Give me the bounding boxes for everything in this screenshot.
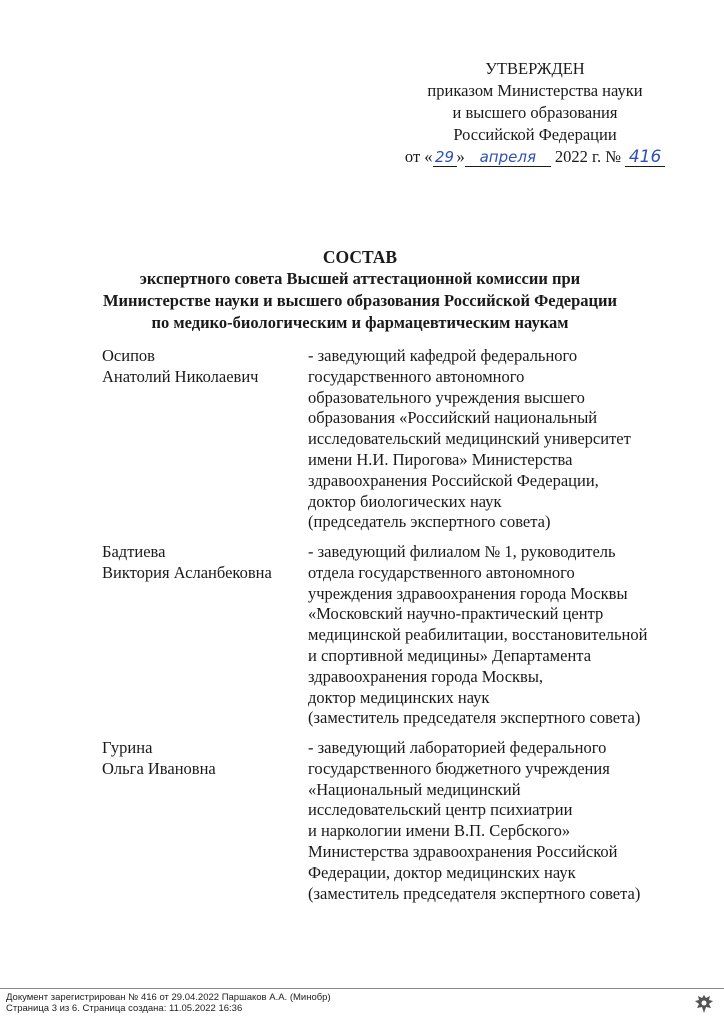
- date-prefix: от «: [404, 147, 433, 166]
- member-description: [308, 346, 672, 533]
- member-description: [308, 542, 672, 729]
- member-description-line: образования «Российский национальный: [308, 408, 598, 428]
- member-description-line: имени Н.И. Пирогова» Министерства: [308, 449, 573, 469]
- member-description-line: «Московский научно-практический центр: [308, 604, 604, 624]
- date-month-handwritten: апреля: [465, 148, 551, 167]
- heading-line-2: Министерстве науки и высшего образования Российской Федерации: [102, 291, 618, 310]
- order-number-handwritten: 416: [625, 148, 665, 167]
- member-description-line: Федерации, доктор медицинских наук: [308, 862, 576, 882]
- member-description-line: здравоохранения города Москвы,: [308, 666, 544, 686]
- member-description-line: доктор биологических наук: [308, 491, 502, 511]
- member-description-line: - заведующий лабораторией федерального: [308, 738, 607, 757]
- member-name: [102, 738, 302, 780]
- approval-line-1: приказом Министерства науки: [427, 81, 643, 100]
- member-description-line: (заместитель председателя экспертного совета): [308, 883, 641, 903]
- eagle-emblem-icon: [692, 992, 716, 1016]
- member-surname: Осипов: [102, 346, 155, 365]
- approval-title: УТВЕРЖДЕН: [485, 59, 585, 78]
- heading-line-1: экспертного совета Высшей аттестационной комиссии при: [139, 269, 581, 288]
- member-description-line: - заведующий филиалом № 1, руководитель: [308, 542, 616, 561]
- date-day-handwritten: 29: [433, 148, 457, 167]
- member-description-line: отдела государственного автономного: [308, 562, 575, 582]
- member-description-line: Министерства здравоохранения Российской: [308, 841, 618, 861]
- member-description-line: образовательного учреждения высшего: [308, 387, 585, 407]
- document-heading: [60, 246, 660, 334]
- member-surname: Гурина: [102, 738, 153, 757]
- member-description-line: исследовательский центр психиатрии: [308, 800, 573, 820]
- footer-divider: [0, 988, 724, 989]
- member-description-line: медицинской реабилитации, восстановительной: [308, 625, 648, 645]
- registration-footer: [6, 992, 331, 1014]
- member-surname: Бадтиева: [102, 542, 166, 561]
- member-description-line: и наркологии имени В.П. Сербского»: [308, 821, 571, 841]
- footer-line-1: Документ зарегистрирован № 416 от 29.04.2022 Паршаков А.А. (Минобр): [6, 992, 331, 1003]
- member-description-line: государственного бюджетного учреждения: [308, 758, 610, 778]
- member-name: [102, 346, 302, 388]
- member-description-line: учреждения здравоохранения города Москвы: [308, 583, 628, 603]
- member-given-names: Ольга Ивановна: [102, 758, 216, 778]
- member-description-line: исследовательский медицинский университет: [308, 429, 631, 449]
- member-description-line: здравоохранения Российской Федерации,: [308, 470, 599, 490]
- date-year: 2022 г. №: [550, 147, 626, 166]
- footer-line-2: Страница 3 из 6. Страница создана: 11.05.2022 16:36: [6, 1003, 243, 1014]
- approval-line-3: Российской Федерации: [453, 125, 617, 144]
- approval-line-2: и высшего образования: [452, 103, 618, 122]
- approval-date-line: [390, 146, 680, 168]
- member-description-line: «Национальный медицинский: [308, 779, 521, 799]
- member-given-names: Анатолий Николаевич: [102, 366, 259, 386]
- member-description-line: и спортивной медицины» Департамента: [308, 645, 592, 665]
- member-description: [308, 738, 672, 904]
- date-mid: »: [456, 147, 465, 166]
- approval-block: [390, 58, 680, 168]
- member-description-line: (заместитель председателя экспертного совета): [308, 708, 641, 728]
- member-description-line: государственного автономного: [308, 366, 525, 386]
- member-description-line: (председатель экспертного совета): [308, 512, 551, 532]
- member-name: [102, 542, 302, 584]
- member-description-line: доктор медицинских наук: [308, 687, 490, 707]
- member-description-line: - заведующий кафедрой федерального: [308, 346, 578, 365]
- heading-title: СОСТАВ: [322, 247, 398, 267]
- heading-line-3: по медико-биологическим и фармацевтическим наукам: [151, 313, 569, 332]
- member-given-names: Виктория Асланбековна: [102, 562, 272, 582]
